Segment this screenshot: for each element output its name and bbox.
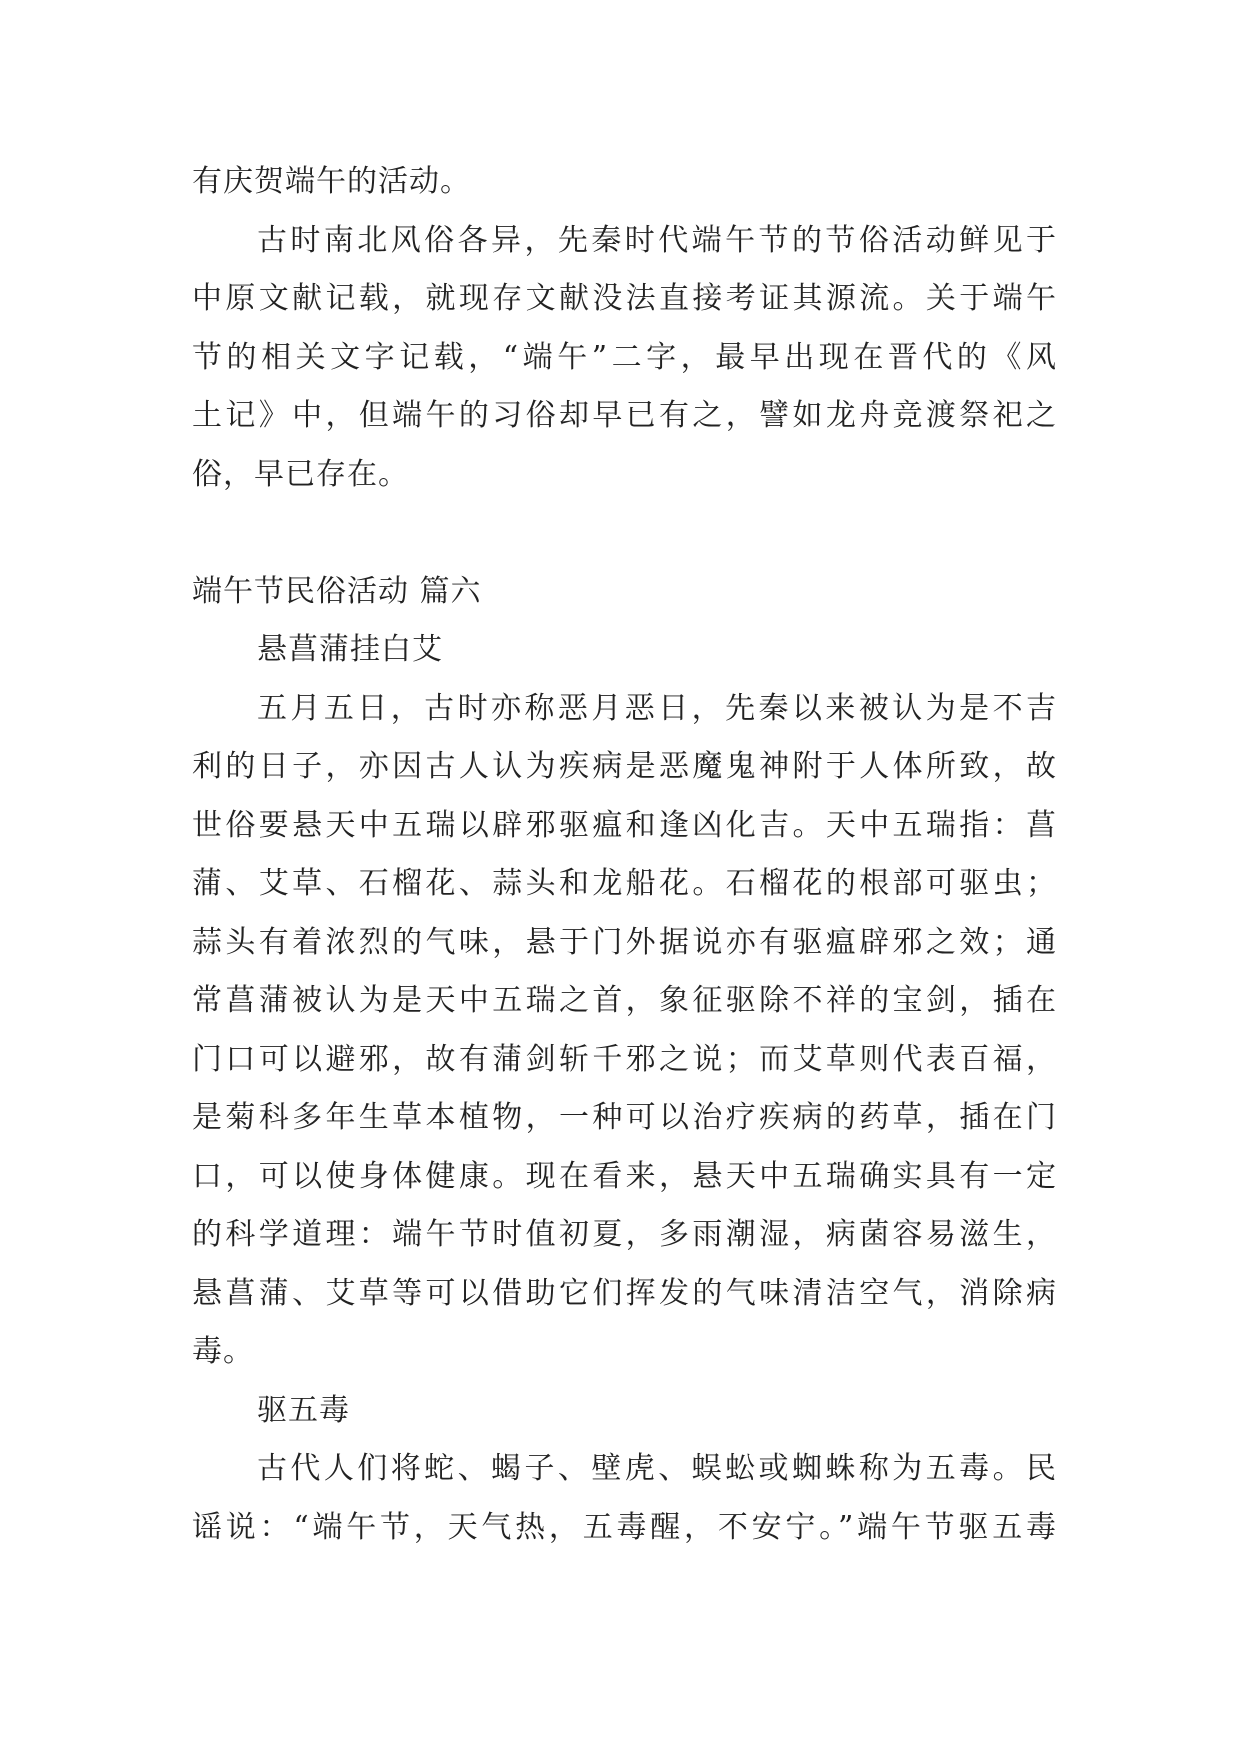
paragraph-line: 利的日子，亦因古人认为疾病是恶魔鬼神附于人体所致，故	[192, 749, 1057, 784]
paragraph-line: 蒜头有着浓烈的气味，悬于门外据说亦有驱瘟辟邪之效；通	[192, 924, 1057, 960]
paragraph-line: 谣说：“端午节，天气热，五毒醒，不安宁。”端午节驱五毒	[192, 1509, 1057, 1545]
paragraph-line: 蒲、艾草、石榴花、蒜头和龙船花。石榴花的根部可驱虫；	[192, 866, 1057, 901]
paragraph-line: 五月五日，古时亦称恶月恶日，先秦以来被认为是不吉	[257, 690, 1057, 726]
paragraph-line: 节的相关文字记载，“端午”二字，最早出现在晋代的《风	[192, 339, 1057, 375]
section-heading: 驱五毒	[257, 1392, 350, 1428]
section-five-poisons	[192, 1382, 1057, 1558]
paragraph-line: 古代人们将蛇、蝎子、壁虎、蜈蚣或蜘蛛称为五毒。民	[257, 1451, 1057, 1486]
paragraph-line: 土记》中，但端午的习俗却早已有之，譬如龙舟竞渡祭祀之	[192, 398, 1057, 433]
paragraph-line: 毒。	[192, 1334, 254, 1369]
paragraph-line: 是菊科多年生草本植物，一种可以治疗疾病的药草，插在门	[192, 1100, 1057, 1135]
section-paragraph	[192, 680, 1057, 1382]
origin-paragraph	[192, 212, 1057, 505]
section-title: 端午节民俗活动 篇六	[192, 573, 482, 609]
paragraph-line: 中原文献记载，就现存文献没法直接考证其源流。关于端午	[192, 281, 1057, 316]
paragraph-line: 古时南北风俗各异，先秦时代端午节的节俗活动鲜见于	[257, 222, 1057, 258]
paragraph-line: 俗，早已存在。	[192, 456, 409, 492]
paragraph-line: 门口可以避邪，故有蒲剑斩千邪之说；而艾草则代表百福，	[192, 1041, 1057, 1077]
document-page	[192, 153, 1057, 1557]
paragraph-line: 悬菖蒲、艾草等可以借助它们挥发的气味清洁空气，消除病	[192, 1275, 1057, 1311]
paragraph-line: 的科学道理：端午节时值初夏，多雨潮湿，病菌容易滋生，	[192, 1217, 1057, 1252]
paragraph-line: 有庆贺端午的活动。	[192, 164, 471, 199]
continued-paragraph	[192, 153, 1057, 212]
section-heading: 悬菖蒲挂白艾	[257, 632, 443, 667]
paragraph-line: 口，可以使身体健康。现在看来，悬天中五瑞确实具有一定	[192, 1158, 1057, 1194]
section-hang-calamus-mugwort	[192, 621, 1057, 1382]
section-paragraph	[192, 1440, 1057, 1557]
paragraph-line: 世俗要悬天中五瑞以辟邪驱瘟和逢凶化吉。天中五瑞指：菖	[192, 807, 1057, 843]
paragraph-line: 常菖蒲被认为是天中五瑞之首，象征驱除不祥的宝剑，插在	[192, 983, 1057, 1018]
